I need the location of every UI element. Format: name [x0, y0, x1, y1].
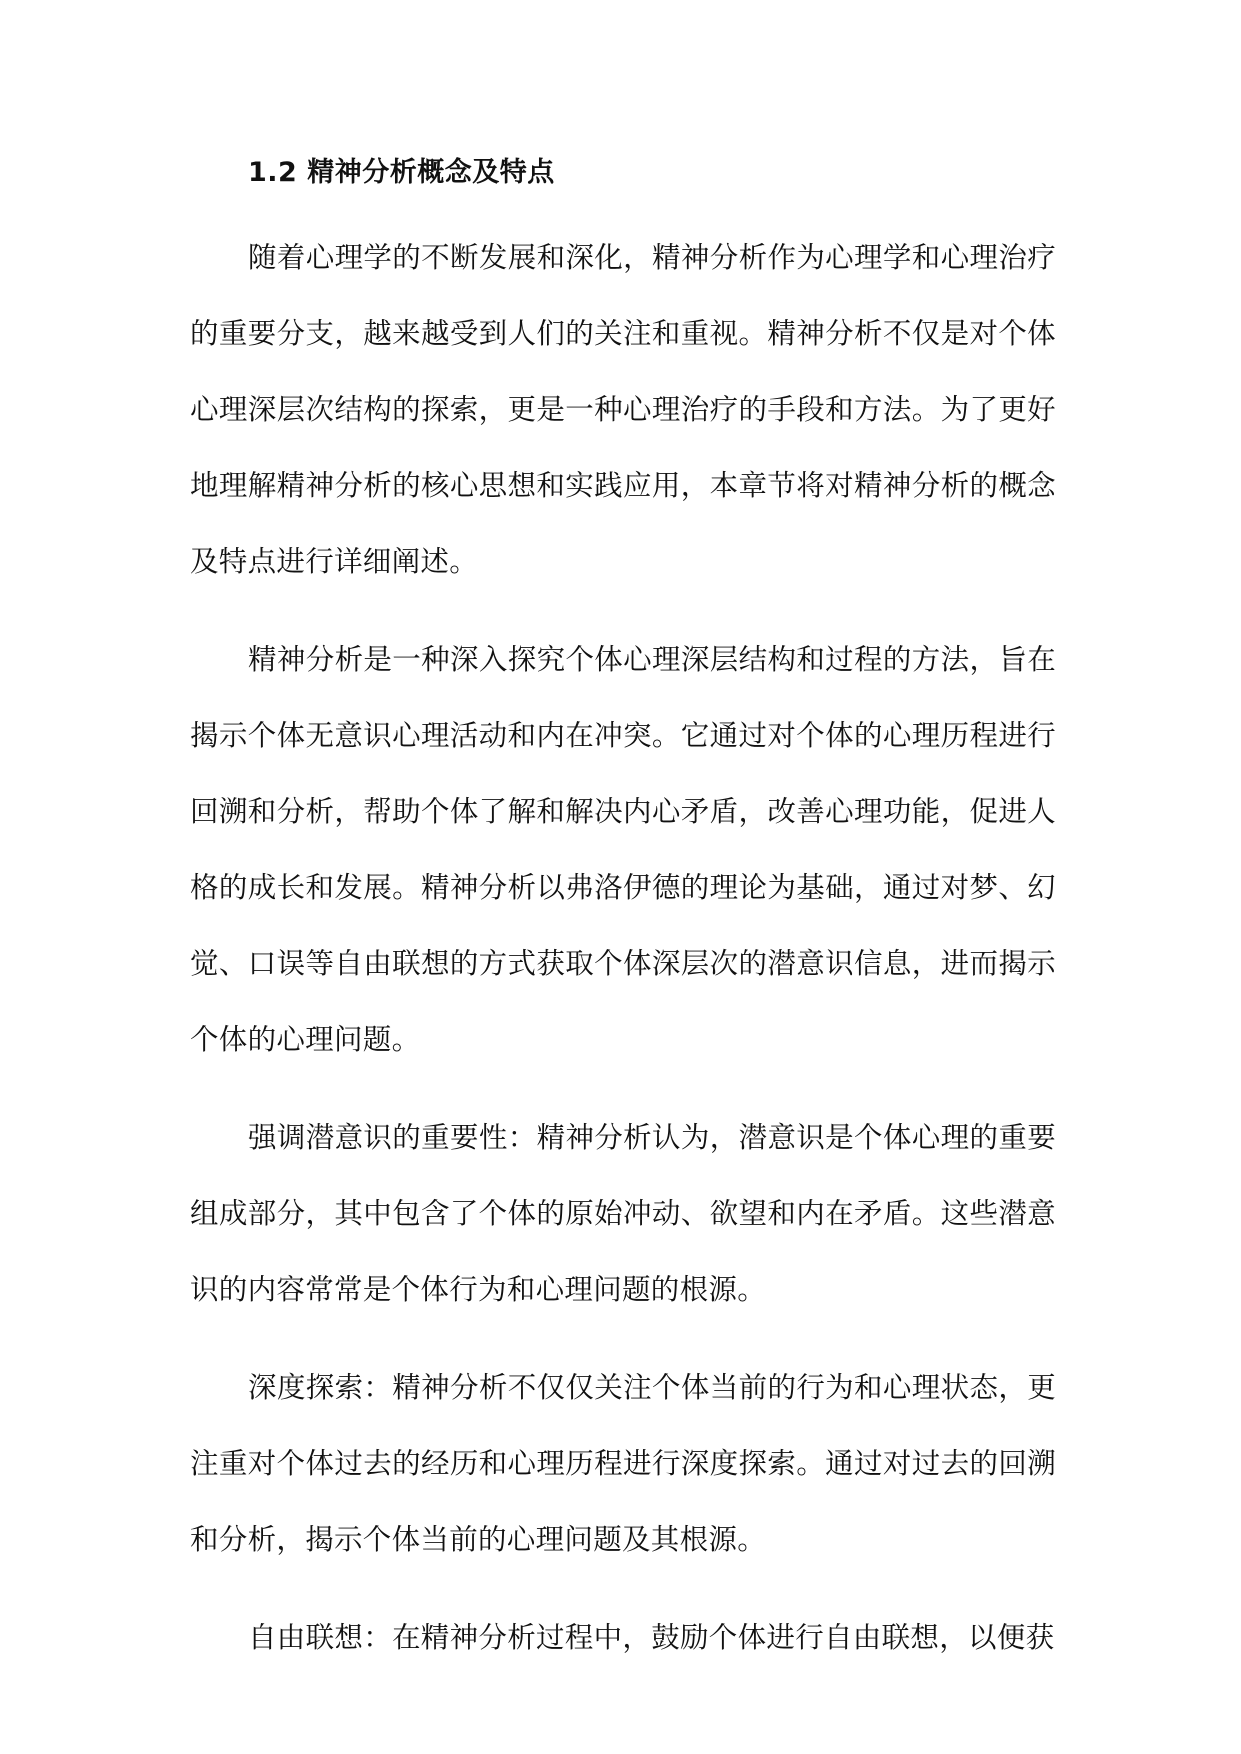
paragraph-deep-exploration: 深度探索：精神分析不仅仅关注个体当前的行为和心理状态，更注重对个体过去的经历和心理历程进行深度探索。通过对过去的回溯和分析，揭示个体当前的心理问题及其根源。	[190, 1371, 1056, 1556]
paragraph-unconscious: 强调潜意识的重要性：精神分析认为，潜意识是个体心理的重要组成部分，其中包含了个体的原始冲动、欲望和内在矛盾。这些潜意识的内容常常是个体行为和心理问题的根源。	[190, 1121, 1056, 1306]
paragraph-definition: 精神分析是一种深入探究个体心理深层结构和过程的方法，旨在揭示个体无意识心理活动和内在冲突。它通过对个体的心理历程进行回溯和分析，帮助个体了解和解决内心矛盾，改善心理功能，促进人格的成长和发展。精神分析以弗洛伊德的理论为基础，通过对梦、幻觉、口误等自由联想的方式获取个体深层次的潜意识信息，进而揭示个体的心理问题。	[190, 643, 1056, 1056]
section-heading: 1.2 精神分析概念及特点	[248, 157, 555, 188]
paragraph-intro: 随着心理学的不断发展和深化，精神分析作为心理学和心理治疗的重要分支，越来越受到人们的关注和重视。精神分析不仅是对个体心理深层次结构的探索，更是一种心理治疗的手段和方法。为了更好地理解精神分析的核心思想和实践应用，本章节将对精神分析的概念及特点进行详细阐述。	[190, 241, 1056, 578]
document-body	[190, 146, 1056, 1676]
paragraph-free-association: 自由联想：在精神分析过程中，鼓励个体进行自由联想，以便获	[248, 1621, 1055, 1654]
